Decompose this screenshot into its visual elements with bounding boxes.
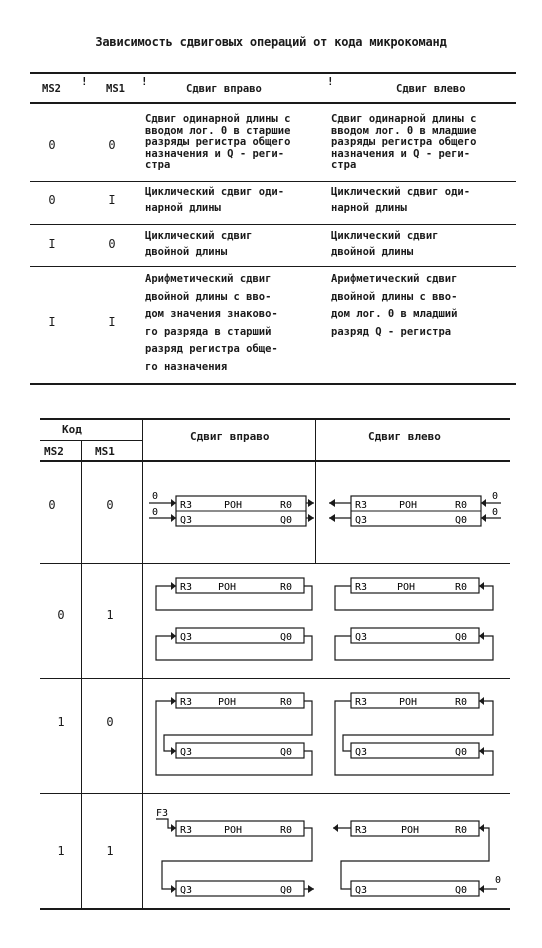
q0-label: Q0 bbox=[455, 747, 468, 758]
row4-shift-right-text: Арифметический сдвиг двойной длины с вво- дом значения знаково- го разряда в старший разряд регистра обще- го назначения bbox=[145, 273, 278, 373]
diagram-left-cyclic-single bbox=[321, 568, 506, 676]
column-divider bbox=[81, 440, 82, 910]
header-code: Код bbox=[62, 423, 82, 436]
header-ms1: MS1 bbox=[95, 445, 115, 458]
ron-label: РОН bbox=[399, 697, 418, 708]
q3-label: Q3 bbox=[180, 885, 193, 896]
ron-label: РОН bbox=[399, 500, 418, 511]
ron-label: РОН bbox=[224, 825, 243, 836]
r3-label: R3 bbox=[180, 582, 193, 593]
code-subheader-rule bbox=[40, 440, 142, 441]
diagram-left-single-shift bbox=[321, 468, 506, 548]
row-divider bbox=[30, 181, 516, 182]
row2-ms1: I bbox=[108, 193, 116, 207]
q3-label: Q3 bbox=[355, 885, 368, 896]
header-separator: ! bbox=[81, 75, 88, 88]
input-zero-label: 0 bbox=[152, 491, 159, 502]
row1-ms1: 0 bbox=[108, 138, 116, 152]
row4-ms1: 1 bbox=[106, 844, 114, 858]
row3-shift-left-text: Циклический сдвиг двойной длины bbox=[331, 230, 439, 258]
page-title: Зависимость сдвиговых операций от кода микрокоманд bbox=[95, 35, 447, 49]
input-zero-label: 0 bbox=[492, 491, 499, 502]
row1-shift-left-text: Сдвиг одинарной длины с вводом лог. 0 в младшие разряды регистра общего назначения и Q - реги- стра bbox=[331, 113, 477, 171]
header-separator: ! bbox=[141, 75, 148, 88]
table2-header-rule bbox=[40, 460, 510, 462]
input-zero-label: 0 bbox=[152, 507, 159, 518]
row-divider bbox=[40, 793, 510, 794]
r0-label: R0 bbox=[280, 697, 293, 708]
q3-label: Q3 bbox=[180, 515, 193, 526]
r3-label: R3 bbox=[180, 825, 193, 836]
table2-bottom-rule bbox=[40, 908, 510, 910]
shift-diagram-table bbox=[40, 418, 510, 910]
row1-ms2: 0 bbox=[48, 138, 56, 152]
header-ms2: MS2 bbox=[42, 83, 61, 95]
q0-label: Q0 bbox=[280, 747, 293, 758]
input-zero-label: 0 bbox=[495, 875, 502, 886]
column-divider bbox=[142, 418, 143, 908]
row2-shift-left-text: Циклический сдвиг оди- нарной длины bbox=[331, 186, 471, 214]
table1-bottom-rule bbox=[30, 383, 516, 385]
row2-ms2: 0 bbox=[48, 193, 56, 207]
header-ms2: MS2 bbox=[44, 445, 64, 458]
row1-ms2: 0 bbox=[48, 498, 56, 512]
row-divider bbox=[40, 678, 510, 679]
row4-ms2: I bbox=[48, 315, 56, 329]
table1-top-rule bbox=[30, 72, 516, 74]
header-shift-left: Сдвиг влево bbox=[396, 83, 466, 95]
row4-shift-left-text: Арифметический сдвиг двойной длины с вво- дом лог. 0 в младший разряд Q - регистра bbox=[331, 273, 458, 338]
table2-top-rule bbox=[40, 418, 510, 420]
ron-label: РОН bbox=[401, 825, 420, 836]
q0-label: Q0 bbox=[455, 632, 468, 643]
row4-ms1: I bbox=[108, 315, 116, 329]
row-divider bbox=[30, 224, 516, 225]
header-separator: ! bbox=[327, 75, 334, 88]
r3-label: R3 bbox=[355, 582, 368, 593]
row-divider bbox=[30, 266, 516, 267]
header-ms1: MS1 bbox=[106, 83, 125, 95]
r0-label: R0 bbox=[280, 500, 293, 511]
header-shift-left: Сдвиг влево bbox=[368, 430, 441, 443]
diagram-right-arithmetic-double bbox=[144, 803, 314, 903]
row3-ms2: I bbox=[48, 237, 56, 251]
r0-label: R0 bbox=[455, 825, 468, 836]
q3-label: Q3 bbox=[355, 632, 368, 643]
q0-label: Q0 bbox=[280, 515, 293, 526]
column-divider bbox=[315, 418, 316, 563]
row3-shift-right-text: Циклический сдвиг двойной длины bbox=[145, 230, 253, 258]
q0-label: Q0 bbox=[280, 885, 293, 896]
q3-label: Q3 bbox=[355, 515, 368, 526]
q3-label: Q3 bbox=[180, 747, 193, 758]
r3-label: R3 bbox=[355, 500, 368, 511]
r0-label: R0 bbox=[280, 582, 293, 593]
diagram-left-arithmetic-double bbox=[321, 803, 506, 903]
ron-label: РОН bbox=[397, 582, 416, 593]
row2-ms2: 0 bbox=[57, 608, 65, 622]
r0-label: R0 bbox=[455, 697, 468, 708]
diagram-right-cyclic-double bbox=[144, 683, 314, 791]
r3-label: R3 bbox=[180, 500, 193, 511]
ron-label: РОН bbox=[218, 697, 237, 708]
row1-shift-right-text: Сдвиг одинарной длины с вводом лог. 0 в старшие разряды регистра общего назначения и Q - реги- стра bbox=[145, 113, 291, 171]
r3-label: R3 bbox=[355, 697, 368, 708]
diagram-right-single-shift bbox=[144, 468, 314, 548]
r0-label: R0 bbox=[455, 500, 468, 511]
diagram-left-cyclic-double bbox=[321, 683, 506, 791]
row2-ms1: 1 bbox=[106, 608, 114, 622]
input-zero-label: 0 bbox=[492, 507, 499, 518]
q0-label: Q0 bbox=[455, 885, 468, 896]
header-shift-right: Сдвиг вправо bbox=[186, 83, 262, 95]
r3-label: R3 bbox=[180, 697, 193, 708]
r3-label: R3 bbox=[355, 825, 368, 836]
row3-ms1: 0 bbox=[108, 237, 116, 251]
r0-label: R0 bbox=[280, 825, 293, 836]
row3-ms2: 1 bbox=[57, 715, 65, 729]
q3-label: Q3 bbox=[180, 632, 193, 643]
row3-ms1: 0 bbox=[106, 715, 114, 729]
ron-label: РОН bbox=[224, 500, 243, 511]
ron-label: РОН bbox=[218, 582, 237, 593]
q0-label: Q0 bbox=[455, 515, 468, 526]
table1-header-rule bbox=[30, 102, 516, 104]
diagram-right-cyclic-single bbox=[144, 568, 314, 676]
r0-label: R0 bbox=[455, 582, 468, 593]
row-divider bbox=[40, 563, 510, 564]
f3-label: F3 bbox=[156, 808, 169, 819]
q0-label: Q0 bbox=[280, 632, 293, 643]
q3-label: Q3 bbox=[355, 747, 368, 758]
row2-shift-right-text: Циклический сдвиг оди- нарной длины bbox=[145, 186, 285, 214]
header-shift-right: Сдвиг вправо bbox=[190, 430, 270, 443]
row4-ms2: 1 bbox=[57, 844, 65, 858]
row1-ms1: 0 bbox=[106, 498, 114, 512]
